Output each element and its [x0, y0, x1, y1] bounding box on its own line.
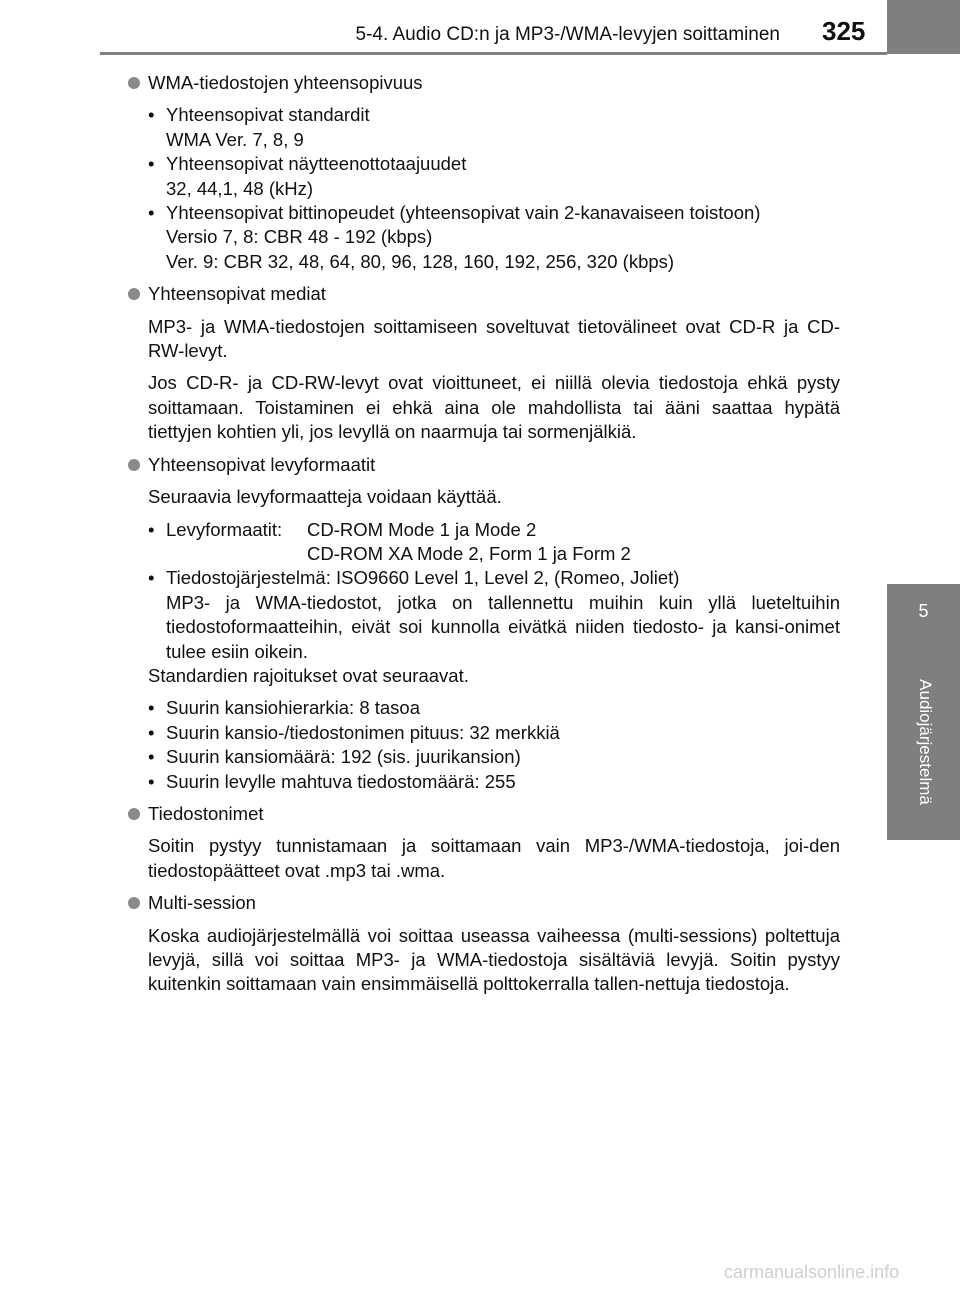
- bullet-dot: •: [148, 153, 155, 175]
- list-item: • Yhteensopivat bittinopeudet (yhteensopivat vain 2-kanavaiseen toistoon) Versio 7, 8: CBR 48 - 192 (kbps) Ver. 9: CBR 32, 48, 64, 80, 96, 128, 160, 192, 256, 320 (kbps): [148, 202, 761, 272]
- section-filenames: [128, 802, 840, 883]
- section-heading: WMA-tiedostojen yhteensopivuus: [128, 71, 840, 95]
- header-title: 5-4. Audio CD:n ja MP3-/WMA-levyjen soittaminen: [355, 24, 780, 45]
- watermark: carmanualsonline.info: [724, 1262, 900, 1282]
- page-number: 325: [822, 16, 866, 46]
- section-multisession: [128, 891, 840, 997]
- wma-list: [148, 103, 840, 274]
- section-heading: Multi-session: [128, 891, 840, 915]
- file-system-label: Tiedostojärjestelmä: ISO9660 Level 1, Level 2, (Romeo, Joliet): [166, 567, 680, 589]
- section-heading: Yhteensopivat mediat: [128, 282, 840, 306]
- section-media: [128, 282, 840, 444]
- list-item: • Suurin kansio-/tiedostonimen pituus: 32 merkkiä: [148, 721, 840, 745]
- bullet-dot: •: [148, 567, 155, 589]
- paragraph: MP3- ja WMA-tiedostojen soittamiseen soveltuvat tietovälineet ovat CD-R ja CD-RW-levyt.: [148, 315, 840, 362]
- paragraph: Soitin pystyy tunnistamaan ja soittamaan vain MP3-/WMA-tiedostoja, joi-den tiedostopäätteet ovat .mp3 tai .wma.: [148, 835, 840, 881]
- paragraph: Jos CD-R- ja CD-RW-levyt ovat vioittuneet, ei niillä olevia tiedostoja ehkä pysty soittamaan. Toistaminen ei ehkä aina ole mahdollista tai ääni saattaa hypätä tiettyjen kohtien yli, jos levyllä on naarmuja tai sormenjälkiä.: [148, 372, 840, 443]
- bullet-dot: •: [148, 104, 155, 126]
- header-rule: [100, 52, 887, 55]
- section-formats: [128, 453, 840, 794]
- circle-bullet-icon: [128, 459, 140, 471]
- list-item: [148, 566, 840, 664]
- chapter-tab: 5: [887, 584, 960, 644]
- section-heading: Tiedostonimet: [128, 802, 840, 826]
- circle-bullet-icon: [128, 808, 140, 820]
- bullet-dot: •: [148, 770, 155, 792]
- list-item: • Suurin kansiohierarkia: 8 tasoa: [148, 696, 840, 720]
- list-item: • Yhteensopivat näytteenottotaajuudet 32, 44,1, 48 (kHz): [148, 153, 467, 199]
- list-item: • Suurin levylle mahtuva tiedostomäärä: 255: [148, 770, 840, 794]
- list-item: • Yhteensopivat standardit WMA Ver. 7, 8, 9: [148, 104, 370, 150]
- bullet-dot: •: [148, 721, 155, 743]
- paragraph: Koska audiojärjestelmällä voi soittaa useassa vaiheessa (multi-sessions) poltettuja levyjä, sillä voi soittaa MP3- ja WMA-tiedostoja sisältäviä levyjä. Soitin pystyy kuitenkin soittamaan vain ensimmäisellä polttokerralla tallen-nettuja tiedostoja.: [148, 924, 840, 995]
- paragraph: Standardien rajoitukset ovat seuraavat.: [148, 664, 469, 686]
- bullet-dot: •: [148, 202, 155, 224]
- list-item: • Suurin kansiomäärä: 192 (sis. juurikansion): [148, 745, 840, 769]
- disc-format-values: CD-ROM Mode 1 ja Mode 2 CD-ROM XA Mode 2, Form 1 ja Form 2: [307, 518, 631, 564]
- circle-bullet-icon: [128, 897, 140, 909]
- side-tab-top: [887, 0, 960, 54]
- bullet-dot: •: [148, 697, 155, 719]
- chapter-title: Audiojärjestelmä: [916, 679, 935, 805]
- circle-bullet-icon: [128, 77, 140, 89]
- bullet-dot: •: [148, 518, 155, 540]
- bullet-dot: •: [148, 746, 155, 768]
- formats-list: [148, 518, 840, 664]
- section-heading: Yhteensopivat levyformaatit: [128, 453, 840, 477]
- disc-format-label: Levyformaatit:: [166, 518, 283, 540]
- disc-format-row: [166, 518, 840, 567]
- chapter-title-tab: [887, 644, 960, 840]
- page-content: [128, 71, 840, 1005]
- section-wma: [128, 71, 840, 274]
- circle-bullet-icon: [128, 288, 140, 300]
- file-system-note: MP3- ja WMA-tiedostot, jotka on tallennettu muihin kuin yllä lueteltuihin tiedostoformaatteihin, eivät soi kunnolla eivätkä niiden tiedosto- ja kansi-onimet tulee esiin oikein.: [166, 591, 840, 662]
- list-item: [148, 518, 840, 567]
- limits-list: [148, 696, 840, 794]
- paragraph: Seuraavia levyformaatteja voidaan käyttää.: [148, 486, 502, 508]
